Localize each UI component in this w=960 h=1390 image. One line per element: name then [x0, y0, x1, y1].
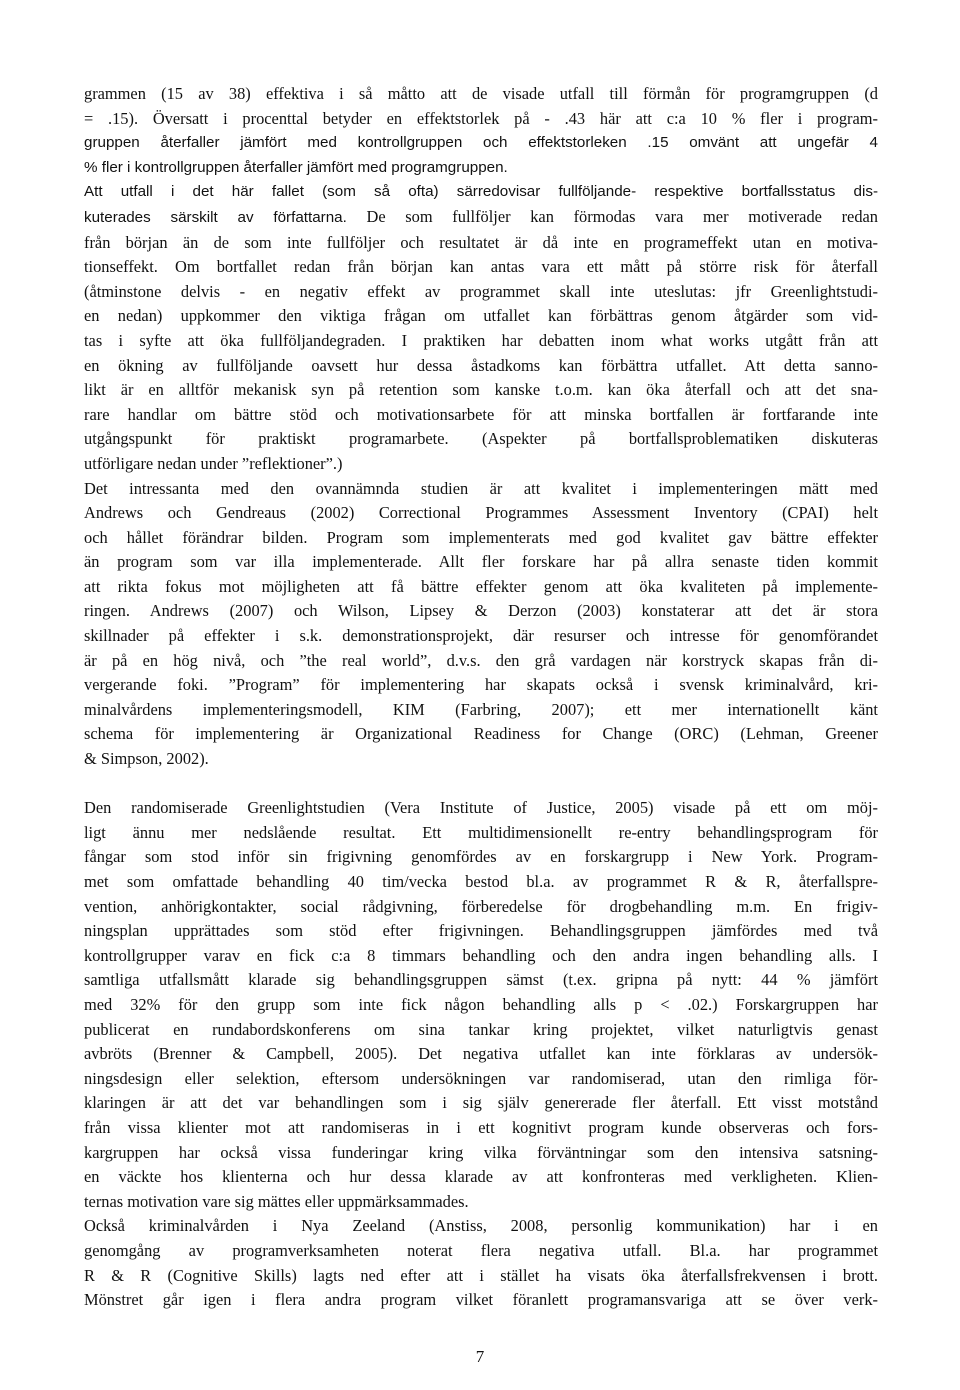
text-line: ringen. Andrews (2007) och Wilson, Lipsey & Derzon (2003) konstaterar att det är stora — [84, 601, 878, 621]
text-line: Det intressanta med den ovannämnda studien är att kvalitet i implementeringen mätt med — [84, 478, 878, 498]
text-line: utgångspunkt för praktiskt programarbete. (Aspekter på bortfallsproblematiken diskuteras — [84, 429, 878, 449]
text-line: publicerat en rundabordskonferens om sina tankar kring projektet, vilket naturligtvis genast — [84, 1019, 878, 1039]
text-line: & Simpson, 2002). — [84, 749, 209, 769]
text-line: Mönstret går igen i flera andra program vilket föranlett programansvariga att se över verk- — [84, 1290, 878, 1310]
text-fragment-serif: De som fullföljer kan förmodas vara mer motiverade redan — [346, 206, 878, 226]
text-line: en nedan) uppkommer den viktiga frågan om utfallet kan förbättras genom åtgärder som vid- — [84, 306, 878, 326]
text-line: Andrews och Gendreaus (2002) Correctional Programmes Assessment Inventory (CPAI) helt — [84, 503, 878, 523]
text-line: (åtminstone delvis - en negativ effekt av programmet skall inte uteslutas: jfr Greenlightstudi- — [84, 281, 878, 301]
text-line: en väckte hos klienterna och hur dessa klarade av att konfronteras med verkligheten. Klien- — [84, 1167, 878, 1187]
text-line: met som omfattade behandling 40 tim/vecka bestod bl.a. av programmet R & R, återfallspre- — [84, 872, 878, 891]
text-line: fångar som stod inför sin frigivning genomfördes av en forskargrupp i New York. Program- — [84, 847, 878, 867]
document-page — [84, 82, 878, 1313]
text-line: R & R (Cognitive Skills) lagts ned efter att i stället ha visats öka återfallsfrekvensen i brott. — [84, 1265, 878, 1285]
text-line: från vissa klienter mot att randomiseras in i ett kognitivt program kunde observeras och fors- — [84, 1117, 878, 1137]
text-line: minalvårdens implementeringsmodell, KIM (Farbring, 2007); ett mer internationellt känt — [84, 699, 878, 719]
text-line: är på en hög nivå, och ”the real world”, d.v.s. den grå vardagen när korstryck skapas från di- — [84, 650, 878, 670]
text-line: att rikta fokus mot möjligheten att få bättre effekter genom att öka kvaliteten på implemente- — [84, 576, 878, 596]
paragraph-spacer — [84, 772, 878, 797]
text-line: kontrollgrupper varav en fick c:a 8 timmars behandling och den andra ingen behandling alls. I — [84, 945, 878, 965]
text-line: med 32% för den grupp som inte fick någon behandling alls p < .02.) Forskargruppen har — [84, 994, 878, 1014]
page-number: 7 — [475, 1347, 485, 1366]
text-line: Också kriminalvården i Nya Zeeland (Anstiss, 2008, personlig kommunikation) har i en — [84, 1216, 878, 1236]
paragraph-4 — [84, 796, 878, 1214]
text-line: Den randomiserade Greenlightstudien (Vera Institute of Justice, 2005) visade på ett om möj- — [84, 798, 878, 818]
text-line: vention, anhörigkontakter, social rådgivning, förberedelse för drogbehandling m.m. En frigiv- — [84, 896, 878, 916]
text-line: ningsplan upprättades som stöd efter frigivningen. Behandlingsgruppen jämfördes med två — [84, 921, 878, 941]
paragraph-2 — [84, 180, 878, 476]
text-line: utförligare nedan under ”reflektioner”.) — [84, 453, 343, 473]
text-line: kargruppen har också vissa funderingar kring vilka förväntningar som den intensiva satsning- — [84, 1142, 878, 1162]
text-line: Att utfall i det här fallet (som så ofta) särredovisar fullföljande- respektive bortfallsstatus dis- — [84, 183, 878, 201]
text-line: skillnader på effekter i s.k. demonstrationsprojekt, där resurser och intresse för genomförandet — [84, 626, 878, 646]
text-line: = .15). Översatt i procenttal betyder en effektstorlek på - .43 här att c:a 10 % fler i program- — [84, 108, 878, 128]
text-line: vergerande foki. ”Program” för implementering har skapats också i svensk kriminalvård, kri- — [84, 675, 878, 695]
text-line: än program som var illa implementerade. Allt fler forskare har på allra senaste tiden kommit — [84, 552, 878, 572]
text-line: tionseffekt. Om bortfallet redan från början kan antas vara ett mått på större risk för återfall — [84, 257, 878, 277]
text-line: samtliga utfallsmått klarade sig behandlingsgruppen sämst (t.ex. gripna på nytt: 44 % jämfört — [84, 970, 878, 990]
text-line: gruppen återfaller jämfört med kontrollgruppen och effektstorleken .15 omvänt att ungefär 4 — [84, 134, 878, 152]
paragraph-1 — [84, 82, 878, 180]
text-line: grammen (15 av 38) effektiva i så måtto att de visade utfall till förmån för programgruppen (d — [84, 84, 878, 103]
text-line: ternas motivation vare sig mättes eller uppmärksammades. — [84, 1191, 469, 1211]
text-line: genomgång av programverksamheten noterat flera negativa utfall. Bl.a. har programmet — [84, 1240, 878, 1260]
text-line: och hållet förändrar bilden. Program som implementerats med god kvalitet gav bättre effekter — [84, 527, 878, 547]
text-line: från början än de som inte fullföljer och resultatet är då inte en programeffekt utan en motiva- — [84, 232, 878, 252]
text-line: likt är en alltför mekanisk syn på retention som kanske t.o.m. kan öka återfall och att det sna- — [84, 380, 878, 400]
text-line: klaringen är att det var behandlingen som i sig själv genererade fler återfall. Ett visst motstånd — [84, 1093, 878, 1113]
text-fragment-sans: kuterades särskilt av författarna. — [84, 208, 347, 226]
text-line: tas i syfte att öka fullföljandegraden. I praktiken har debatten inom what works utgått från att — [84, 330, 878, 350]
text-line: ningsdesign eller selektion, eftersom undersökningen var randomiserad, utan den rimliga för- — [84, 1068, 878, 1088]
text-line: % fler i kontrollgruppen återfaller jämfört med programgruppen. — [84, 158, 508, 176]
text-line — [84, 205, 878, 231]
text-line: en ökning av fullföljande oavsett hur dessa åstadkoms kan förbättra utfallet. Att detta sanno- — [84, 355, 878, 375]
text-line: ligt ännu mer nedslående resultat. Ett multidimensionellt re-entry behandlingsprogram för — [84, 822, 878, 842]
text-line: schema för implementering är Organizational Readiness for Change (ORC) (Lehman, Greener — [84, 724, 878, 744]
text-line: rare handlar om bättre stöd och motivationsarbete för att minska bortfallen är fortfarande inte — [84, 404, 878, 424]
paragraph-3 — [84, 477, 878, 772]
text-line: avbröts (Brenner & Campbell, 2005). Det negativa utfallet kan inte förklaras av undersök- — [84, 1044, 878, 1064]
paragraph-5 — [84, 1214, 878, 1312]
